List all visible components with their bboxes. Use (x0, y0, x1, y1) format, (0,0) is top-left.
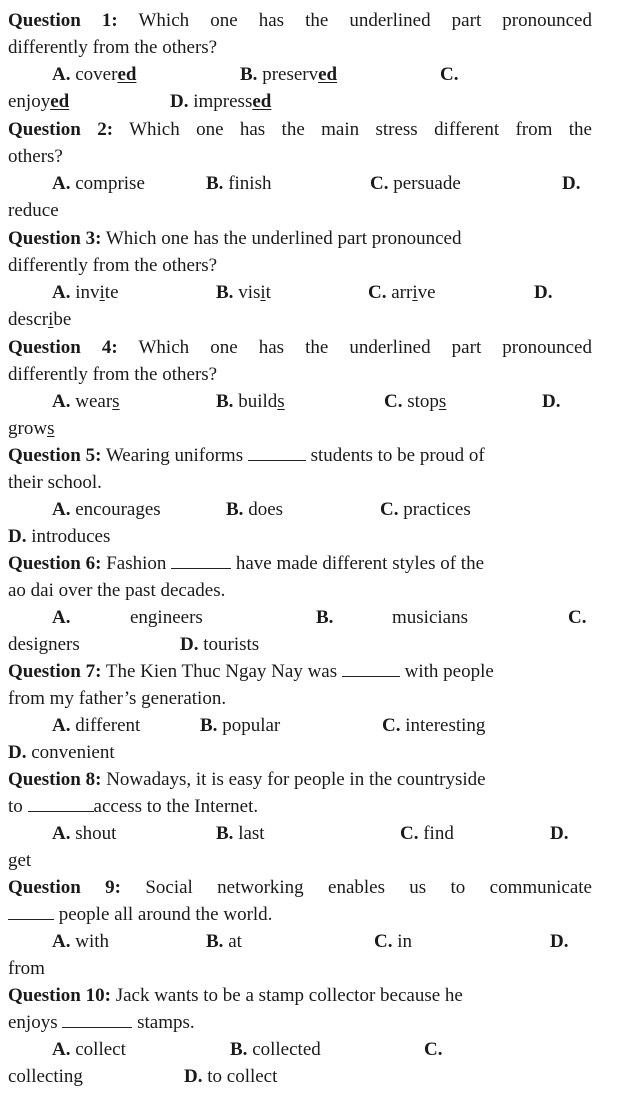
q5-option-d: D. introduces (8, 526, 111, 547)
q8-blank (28, 810, 94, 812)
q2-stem-line-2: others? (8, 146, 63, 167)
q5-option-c: C. practices (380, 499, 471, 520)
q6-stem-line-1: Question 6: Fashion have made different styles of the (8, 553, 485, 574)
q3-option-b: B. visit (216, 282, 271, 303)
q6-option-c-text: designers (8, 634, 80, 655)
q9-number: Question 9: (8, 877, 121, 898)
q9-option-c: C. in (374, 931, 413, 952)
q10-option-d: D. to collect (184, 1066, 278, 1087)
q6-stem-line-2: ao dai over the past decades. (8, 580, 226, 601)
q5-stem-line-2: their school. (8, 472, 102, 493)
q1-option-c-text: enjoyed (8, 91, 70, 112)
q8-stem-line-2: to access to the Internet. (8, 796, 259, 817)
q3-option-a: A. invite (52, 282, 119, 303)
q2-option-d-text: reduce (8, 200, 59, 221)
q7-option-a: A. different (52, 715, 141, 736)
q4-stem-line-2: differently from the others? (8, 364, 218, 385)
q7-blank (342, 675, 400, 677)
q9-option-d-text: from (8, 958, 45, 979)
q6-blank (171, 567, 231, 569)
q9-stem-line-2: people all around the world. (8, 904, 272, 926)
q1-stem-line-1 (8, 10, 592, 32)
q7-option-c: C. interesting (382, 715, 486, 736)
q4-number: Question 4: (8, 337, 118, 358)
q10-option-a: A. collect (52, 1039, 126, 1060)
q2-option-c: C. persuade (370, 173, 461, 194)
q1-option-a: A. covered (52, 64, 137, 85)
q8-stem-line-1: Question 8: Nowadays, it is easy for people in the countryside (8, 769, 486, 790)
q6-option-b-letter: B. (316, 607, 334, 628)
q8-option-a: A. shout (52, 823, 117, 844)
q5-number: Question 5: (8, 445, 102, 466)
q10-option-b: B. collected (230, 1039, 321, 1060)
q6-option-d: D. tourists (180, 634, 260, 655)
q9-option-d-letter: D. (550, 931, 569, 952)
q5-option-a: A. encourages (52, 499, 161, 520)
q7-option-b: B. popular (200, 715, 281, 736)
q1-option-b: B. preserved (240, 64, 338, 85)
q3-option-d-text: describe (8, 309, 72, 330)
q5-stem-line-1: Question 5: Wearing uniforms students to be proud of (8, 445, 485, 466)
q1-option-d: D. impressed (170, 91, 272, 112)
q9-blank (8, 918, 54, 920)
q7-stem-line-1: Question 7: The Kien Thuc Ngay Nay was with people (8, 661, 494, 682)
q10-stem-line-2: enjoys stamps. (8, 1012, 195, 1033)
q1-option-c-letter: C. (440, 64, 459, 85)
q6-option-a-letter: A. (52, 607, 71, 628)
q4-option-b: B. builds (216, 391, 285, 412)
q6-option-c-letter: C. (568, 607, 587, 628)
q3-option-c: C. arrive (368, 282, 436, 303)
q7-number: Question 7: (8, 661, 102, 682)
q8-option-d-text: get (8, 850, 32, 871)
q4-option-a: A. wears (52, 391, 120, 412)
q6-option-a-text: engineers (130, 607, 203, 628)
q4-option-c: C. stops (384, 391, 447, 412)
q6-number: Question 6: (8, 553, 102, 574)
q1-stem-text-1: Which one has the underlined part pronounced (138, 10, 592, 31)
q7-stem-line-2: from my father’s generation. (8, 688, 227, 709)
q8-option-d-letter: D. (550, 823, 569, 844)
q2-option-d-letter: D. (562, 173, 581, 194)
q10-number: Question 10: (8, 985, 111, 1006)
q1-stem-line-2: differently from the others? (8, 37, 218, 58)
q3-stem-line-2: differently from the others? (8, 255, 218, 276)
q2-number: Question 2: (8, 119, 114, 140)
q2-option-a: A. comprise (52, 173, 145, 194)
q9-option-a: A. with (52, 931, 110, 952)
q2-stem-line-1: Question 2: Which one has the main stress different from the (8, 119, 592, 140)
q5-option-b: B. does (226, 499, 284, 520)
q5-blank (248, 459, 306, 461)
q8-option-b: B. last (216, 823, 265, 844)
q10-option-c-text: collecting (8, 1066, 83, 1087)
q9-stem-line-1: Question 9: Social networking enables us to communicate (8, 877, 592, 898)
q10-option-c-letter: C. (424, 1039, 443, 1060)
q9-option-b: B. at (206, 931, 242, 952)
q8-option-c: C. find (400, 823, 454, 844)
q3-stem-line-1: Question 3: Which one has the underlined part pronounced (8, 228, 462, 249)
q8-number: Question 8: (8, 769, 102, 790)
q1-number: Question 1: (8, 10, 118, 31)
q4-option-d-letter: D. (542, 391, 561, 412)
q2-option-b: B. finish (206, 173, 272, 194)
q3-number: Question 3: (8, 228, 102, 249)
q4-option-d-text: grows (8, 418, 55, 439)
q4-stem-line-1: Question 4: Which one has the underlined part pronounced (8, 337, 592, 358)
q10-stem-line-1: Question 10: Jack wants to be a stamp collector because he (8, 985, 463, 1006)
q6-option-b-text: musicians (392, 607, 468, 628)
q3-option-d-letter: D. (534, 282, 553, 303)
q7-option-d: D. convenient (8, 742, 115, 763)
q10-blank (62, 1026, 132, 1028)
